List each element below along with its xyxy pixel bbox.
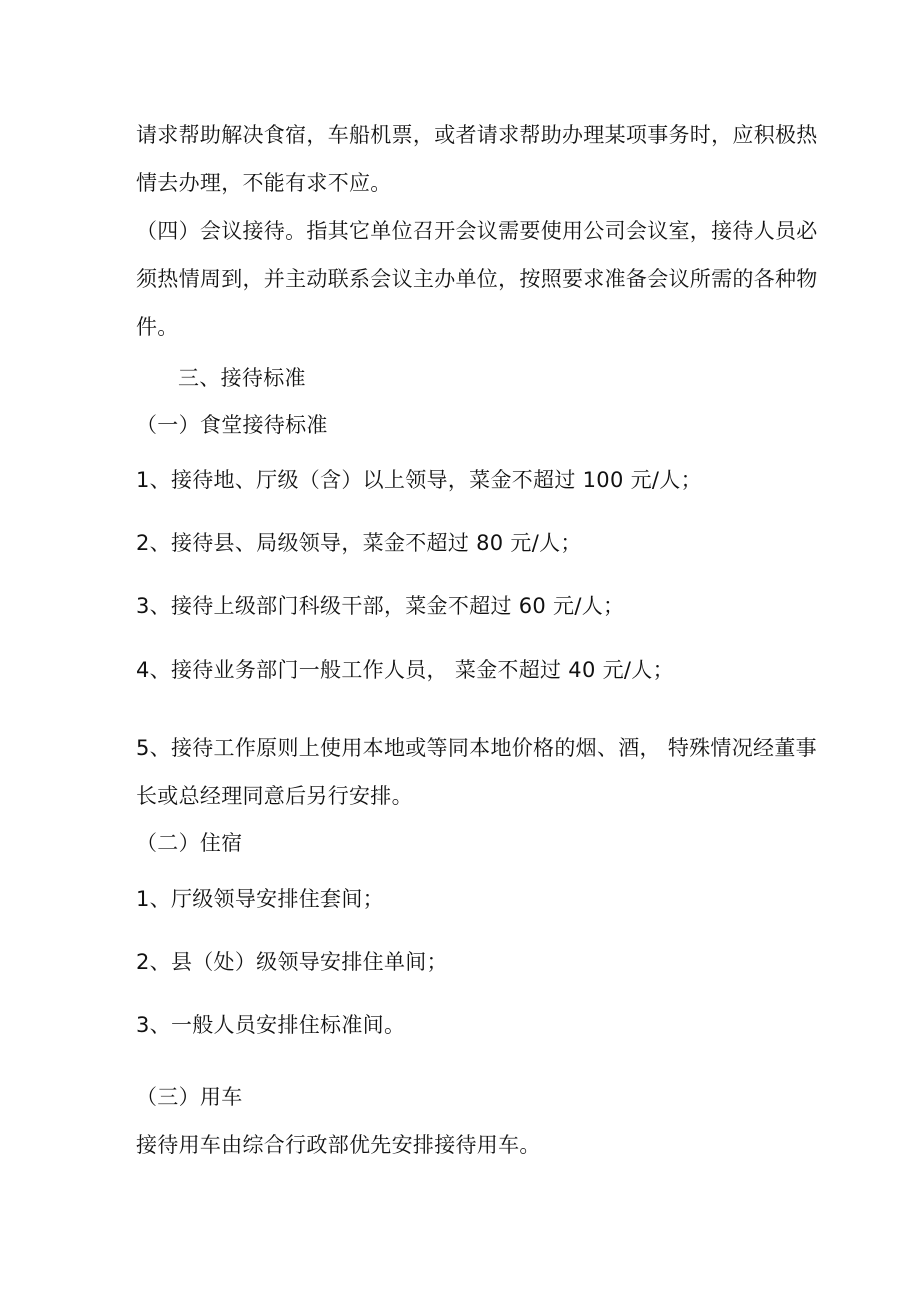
list-item: 1、厅级领导安排住套间； — [136, 887, 384, 911]
list-item: 5、接待工作原则上使用本地或等同本地价格的烟、酒， 特殊情况经董事 — [136, 736, 817, 760]
paragraph-line: 长或总经理同意后另行安排。 — [136, 784, 413, 808]
section-heading: 三、接待标准 — [178, 366, 306, 390]
subsection-heading-lodging: （二）住宿 — [136, 831, 243, 855]
section-item-4: （四）会议接待。指其它单位召开会议需要使用公司会议室，接待人员必 — [136, 219, 818, 243]
paragraph-line: 件。 — [136, 315, 179, 339]
list-item: 3、接待上级部门科级干部，菜金不超过 60 元/人； — [136, 594, 625, 618]
paragraph-line: 情去办理，不能有求不应。 — [136, 171, 392, 195]
list-item: 2、县（处）级领导安排住单间； — [136, 950, 448, 974]
list-item: 4、接待业务部门一般工作人员， 菜金不超过 40 元/人； — [136, 658, 674, 682]
list-item: 2、接待县、局级领导，菜金不超过 80 元/人； — [136, 531, 582, 555]
list-item: 3、一般人员安排住标准间。 — [136, 1013, 406, 1037]
paragraph-line: 须热情周到，并主动联系会议主办单位，按照要求准备会议所需的各种物 — [136, 267, 818, 291]
subsection-heading-canteen: （一）食堂接待标准 — [136, 413, 328, 437]
paragraph-line: 请求帮助解决食宿，车船机票，或者请求帮助办理某项事务时，应积极热 — [136, 123, 818, 147]
subsection-heading-vehicles: （三）用车 — [136, 1085, 243, 1109]
paragraph-line: 接待用车由综合行政部优先安排接待用车。 — [136, 1133, 541, 1157]
list-item: 1、接待地、厅级（含）以上领导，菜金不超过 100 元/人； — [136, 468, 702, 492]
